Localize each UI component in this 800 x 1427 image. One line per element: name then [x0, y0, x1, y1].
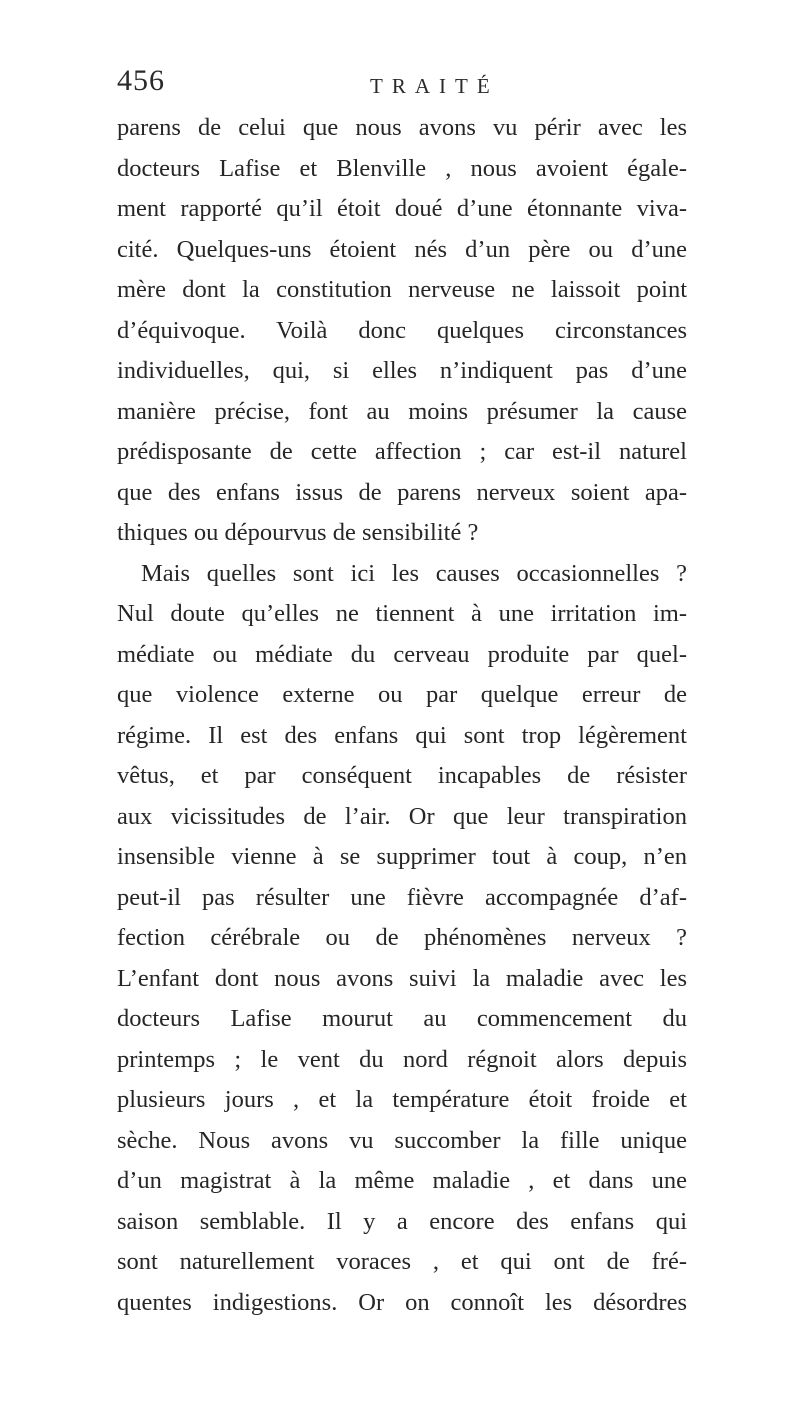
text-line: sont naturellement voraces , et qui ont de fré-: [117, 1248, 687, 1275]
text-line: docteurs Lafise mourut au commencement du: [117, 1005, 687, 1032]
text-line: saison semblable. Il y a encore des enfans qui: [117, 1207, 687, 1235]
text-line: L’enfant dont nous avons suivi la maladie avec les: [117, 964, 687, 992]
text-line: Nul doute qu’elles ne tiennent à une irritation im-: [117, 600, 687, 627]
body-text: [117, 108, 687, 1323]
text-line: fection cérébrale ou de phénomènes nerveux ?: [117, 924, 687, 951]
text-line: plusieurs jours , et la température étoit froide et: [117, 1086, 687, 1113]
running-title: TRAITÉ: [370, 74, 499, 98]
text-line: quentes indigestions. Or on connoît les désordres: [117, 1288, 687, 1316]
page-header: [0, 64, 800, 104]
text-line: prédisposante de cette affection ; car est-il naturel: [117, 438, 687, 465]
text-line: docteurs Lafise et Blenville , nous avoient égale-: [117, 154, 687, 182]
text-line: vêtus, et par conséquent incapables de résister: [117, 762, 687, 789]
text-line: cité. Quelques-uns étoient nés d’un père ou d’une: [117, 235, 687, 263]
text-line: d’un magistrat à la même maladie , et dans une: [117, 1167, 687, 1194]
text-line: aux vicissitudes de l’air. Or que leur transpiration: [117, 802, 687, 830]
text-line: ment rapporté qu’il étoit doué d’une étonnante viva-: [117, 195, 687, 222]
text-line: d’équivoque. Voilà donc quelques circonstances: [117, 316, 687, 344]
text-line: que violence externe ou par quelque erreur de: [117, 681, 687, 708]
text-line: médiate ou médiate du cerveau produite par quel-: [117, 640, 687, 668]
text-line: sèche. Nous avons vu succomber la fille unique: [117, 1126, 687, 1154]
text-line: parens de celui que nous avons vu périr avec les: [117, 114, 687, 141]
text-line: peut-il pas résulter une fièvre accompagnée d’af-: [117, 883, 687, 911]
text-line: manière précise, font au moins présumer la cause: [117, 397, 687, 425]
page-number: 456: [117, 64, 165, 97]
text-line: individuelles, qui, si elles n’indiquent pas d’une: [117, 357, 687, 384]
text-line-paragraph-end: thiques ou dépourvus de sensibilité ?: [117, 519, 479, 546]
text-line: insensible vienne à se supprimer tout à coup, n’en: [117, 843, 687, 870]
text-line: que des enfans issus de parens nerveux soient apa-: [117, 478, 687, 506]
text-line-paragraph-start: Mais quelles sont ici les causes occasionnelles ?: [141, 559, 687, 587]
text-line: mère dont la constitution nerveuse ne laissoit point: [117, 276, 687, 303]
text-line: printemps ; le vent du nord régnoit alors depuis: [117, 1045, 687, 1073]
text-line: régime. Il est des enfans qui sont trop légèrement: [117, 721, 687, 749]
